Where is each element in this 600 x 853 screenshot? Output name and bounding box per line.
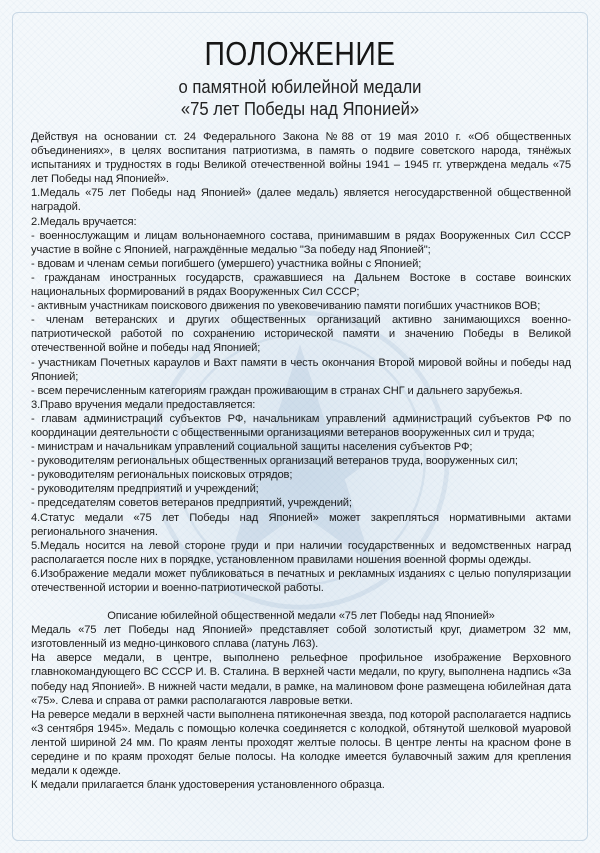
clause-2-item: - военнослужащим и лицам вольнонаемного состава, принимавшим в рядах Вооруженных Сил СССР участие в войне с Японией, награждённые медалью "За победу над Японией"; <box>31 229 571 256</box>
clause-4: 4.Статус медали «75 лет Победы над Японией» может закрепляться нормативными актами регионального значения. <box>31 511 571 538</box>
document-body <box>31 130 571 792</box>
clause-2-heading: 2.Медаль вручается: <box>31 215 137 228</box>
clause-3-item: - руководителям региональных общественных организаций ветеранов труда, вооруженных сил; <box>31 455 518 468</box>
clause-2-item: - участникам Почетных караулов и Вахт памяти в честь окончания Второй мировой войны и победы над Японией; <box>31 356 571 383</box>
clause-2-item: - членам ветеранских и других общественных организаций активно занимающихся военно-патриотической работой по сохранению исторической памяти и значению Победы в Великой отечественной войне и победы над Японией; <box>31 314 571 355</box>
document-subtitle-line-1: о памятной юбилейной медали <box>178 76 422 97</box>
document-subtitle-line-2: «75 лет Победы над Японией» <box>180 98 420 119</box>
clause-6: 6.Изображение медали может публиковаться в печатных и рекламных изданиях с целью популяризации отечественной истории и военно-патриотической работы. <box>31 567 571 594</box>
description-paragraph: Медаль «75 лет Победы над Японией» представляет собой золотистый круг, диаметром 32 мм, изготовленный из медно-цинкового сплава (латунь Л63). <box>31 624 571 651</box>
clause-1: 1.Медаль «75 лет Победы над Японией» (далее медаль) является негосударственной общественной наградой. <box>31 187 571 214</box>
clause-2-item: - всем перечисленным категориям граждан проживающим в странах СНГ и дальнего зарубежья. <box>31 384 523 397</box>
intro-paragraph: Действуя на основании ст. 24 Федерального Закона №88 от 19 мая 2010 г. «Об общественных объединениях», в целях воспитания патриотизма, в память о подвиге советского народа, тянёжых испытаниях и трудностях в годы Великой отечественной войны 1941 – 1945 гг. утверждена медаль «75 лет Победы над Японией». <box>31 131 571 186</box>
document-header <box>0 36 600 120</box>
clause-3-item: - руководителям региональных поисковых отрядов; <box>31 469 293 482</box>
clause-3-heading: 3.Право вручения медали предоставляется: <box>31 398 256 411</box>
clause-2-item: - активным участникам поискового движения по увековечиванию памяти погибших участников ВОВ; <box>31 300 541 313</box>
description-title: Описание юбилейной общественной медали «75 лет Победы над Японией» <box>107 610 495 623</box>
clause-3-item: - министрам и начальникам управлений социальной защиты населения субъектов РФ; <box>31 441 473 454</box>
document-title: ПОЛОЖЕНИЕ <box>204 35 396 72</box>
description-paragraph: На реверсе медали в верхней части выполнена пятиконечная звезда, под которой располагается надпись «3 сентября 1945». Медаль с помощью колечка соединяется с колодкой, обтянутой шелковой муаровой лентой шириной 24 мм. По краям ленты проходят желтые полосы. В центре ленты на красном фоне в середине и по краям проходят белые полосы. На колодке имеется булавочный зажим для крепления медали к одежде. <box>31 708 571 778</box>
clause-2-item: - гражданам иностранных государств, сражавшиеся на Дальнем Востоке в составе воинских национальных формирований в рядах Вооруженных Сил СССР; <box>31 271 571 299</box>
description-paragraph: К медали прилагается бланк удостоверения установленного образца. <box>31 779 385 792</box>
clause-2-item: - вдовам и членам семьи погибшего (умершего) участника войны с Японией; <box>31 257 422 270</box>
clause-5: 5.Медаль носится на левой стороне груди и при наличии государственных и ведомственных наград располагается после них в порядке, установленном правилами ношения военной формы одежды. <box>31 539 571 566</box>
section-gap <box>31 595 571 609</box>
clause-3-item: - руководителям предприятий и учреждений; <box>31 483 259 496</box>
clause-3-item: - главам администраций субъектов РФ, начальникам управлений администраций субъектов РФ по координации деятельности с общественными организациями ветеранов вооруженных сил и труда; <box>31 412 571 439</box>
description-paragraph: На аверсе медали, в центре, выполнено рельефное профильное изображение Верховного главнокомандующего ВС СССР И. В. Сталина. В верхней части медали, по кругу, выполнена надпись «За победу над Японией». В нижней части медали, в рамке, на малиновом фоне размещена юбилейная дата «75». Слева и справа от рамки располагаются лавровые ветки. <box>31 652 571 707</box>
clause-3-item: - председателям советов ветеранов предприятий, учреждений; <box>31 497 352 510</box>
